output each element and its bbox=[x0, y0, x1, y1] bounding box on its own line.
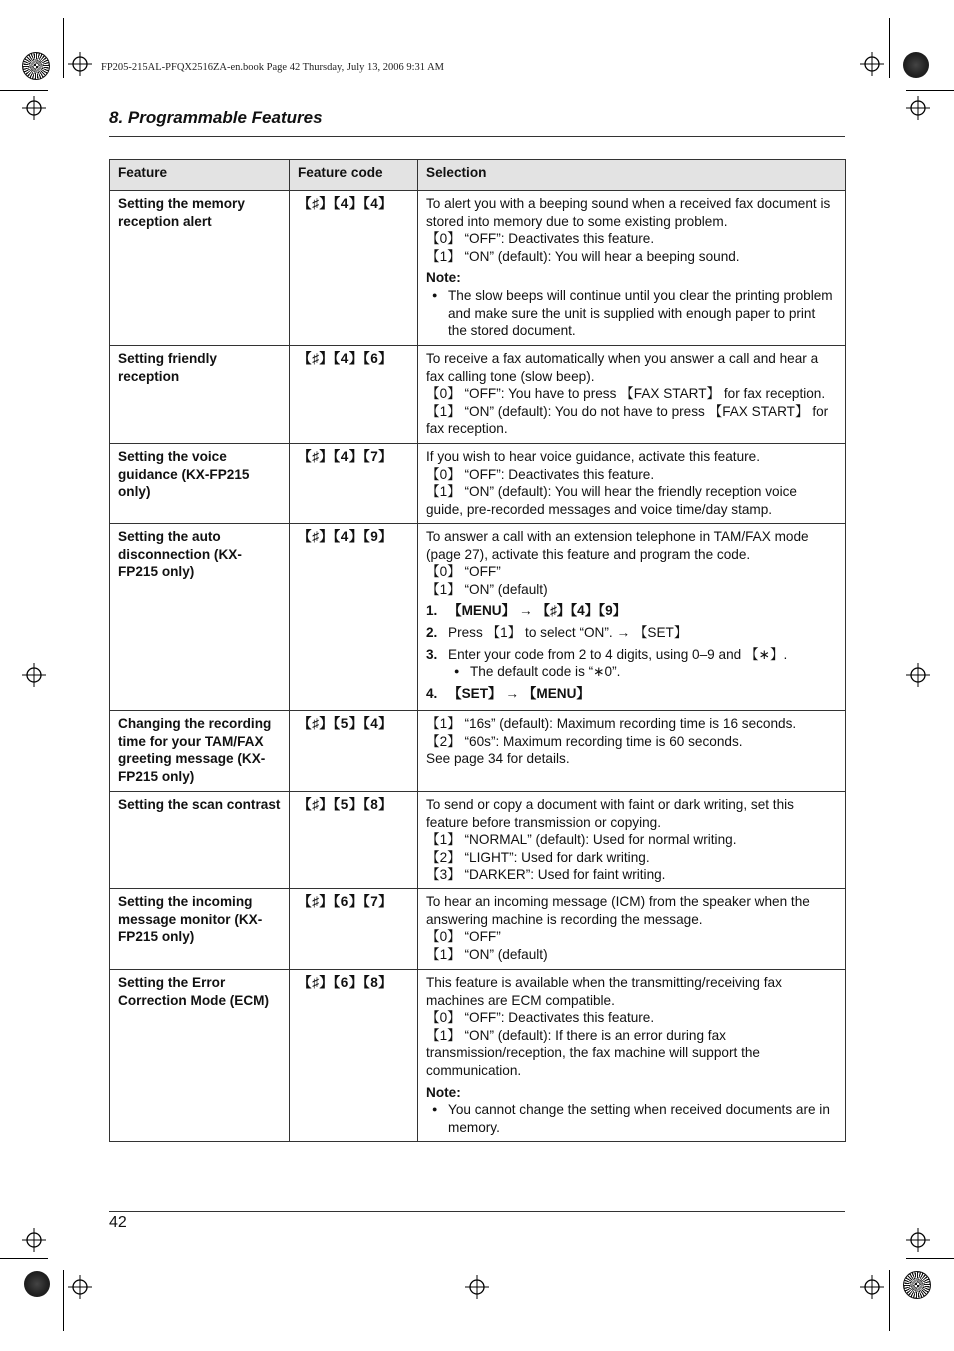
step-number: 2. bbox=[426, 624, 438, 640]
step-item bbox=[426, 624, 837, 642]
crosshair-icon bbox=[906, 96, 930, 120]
selection-cell bbox=[418, 792, 846, 889]
selection-text: To answer a call with an extension telephone in TAM/FAX mode (page 27), activate this feature and program the code. bbox=[426, 529, 809, 562]
selection-cell bbox=[418, 711, 846, 792]
crop-mark bbox=[889, 18, 890, 78]
note-label: Note: bbox=[426, 270, 461, 286]
selection-text: See page 34 for details. bbox=[426, 751, 570, 767]
step-subitem: ● The default code is “∗0”. bbox=[448, 663, 837, 681]
section-title: 8. Programmable Features bbox=[109, 108, 323, 127]
selection-text: To receive a fax automatically when you answer a call and hear a fax calling tone (slow beep). bbox=[426, 351, 819, 384]
option-line: 【2】 “LIGHT”: Used for dark writing. bbox=[426, 849, 650, 865]
crosshair-icon bbox=[906, 663, 930, 687]
option-line: 【1】 “ON” (default) bbox=[426, 946, 548, 962]
option-line: 【0】 “OFF”: Deactivates this feature. bbox=[426, 1010, 655, 1026]
crosshair-icon bbox=[68, 52, 92, 76]
step-item bbox=[426, 602, 837, 620]
feature-code: 【♯】【5】【4】 bbox=[290, 711, 418, 792]
feature-code: 【♯】【4】【4】 bbox=[290, 191, 418, 346]
header-feature-code: Feature code bbox=[290, 160, 418, 191]
option-line: 【0】 “OFF”: Deactivates this feature. bbox=[426, 466, 655, 482]
crosshair-icon bbox=[22, 1228, 46, 1252]
feature-name: Setting the memory reception alert bbox=[110, 191, 290, 346]
option-line: 【1】 “NORMAL” (default): Used for normal writing. bbox=[426, 832, 737, 848]
step-number: 4. bbox=[426, 685, 438, 701]
option-line: 【1】 “ON” (default): You will hear a beeping sound. bbox=[426, 248, 740, 264]
table-header-row bbox=[110, 160, 846, 191]
crop-mark bbox=[889, 1270, 890, 1331]
option-line: 【3】 “DARKER”: Used for faint writing. bbox=[426, 867, 666, 883]
note-item: ● The slow beeps will continue until you clear the printing problem and make sure the unit is supplied with enough paper to print the stored document. bbox=[426, 287, 837, 340]
table-row bbox=[110, 524, 846, 711]
table-row bbox=[110, 889, 846, 970]
selection-cell bbox=[418, 970, 846, 1142]
step-text: 【SET】 → 【MENU】 bbox=[448, 685, 590, 701]
header-feature: Feature bbox=[110, 160, 290, 191]
registration-disc-icon bbox=[24, 1271, 50, 1297]
step-item bbox=[426, 685, 837, 703]
feature-code: 【♯】【6】【7】 bbox=[290, 889, 418, 970]
option-line: 【1】 “ON” (default) bbox=[426, 581, 548, 597]
header-selection: Selection bbox=[418, 160, 846, 191]
crosshair-icon bbox=[22, 663, 46, 687]
crosshair-icon bbox=[68, 1275, 92, 1299]
step-text: 【MENU】 → 【♯】【4】【9】 bbox=[448, 603, 627, 619]
crop-mark bbox=[0, 90, 48, 91]
option-line: 【1】 “ON” (default): You do not have to press 【FAX START】 for fax reception. bbox=[426, 403, 829, 437]
feature-code: 【♯】【4】【9】 bbox=[290, 524, 418, 711]
feature-name: Setting the voice guidance (KX-FP215 only) bbox=[110, 444, 290, 524]
feature-code: 【♯】【6】【8】 bbox=[290, 970, 418, 1142]
note-item: ● You cannot change the setting when received documents are in memory. bbox=[426, 1101, 837, 1136]
feature-name: Setting the incoming message monitor (KX-FP215 only) bbox=[110, 889, 290, 970]
selection-text: To alert you with a beeping sound when a received fax document is stored into memory due to some existing problem. bbox=[426, 196, 831, 229]
option-line: 【0】 “OFF”: You have to press 【FAX START】 for fax reception. bbox=[426, 386, 826, 402]
feature-name: Changing the recording time for your TAM/FAX greeting message (KX-FP215 only) bbox=[110, 711, 290, 792]
selection-cell bbox=[418, 889, 846, 970]
option-line: 【1】 “16s” (default): Maximum recording time is 16 seconds. bbox=[426, 716, 797, 731]
option-line: 【0】 “OFF” bbox=[426, 929, 501, 945]
feature-name: Setting the Error Correction Mode (ECM) bbox=[110, 970, 290, 1142]
selection-cell bbox=[418, 191, 846, 346]
table-row bbox=[110, 346, 846, 444]
selection-cell bbox=[418, 346, 846, 444]
feature-code: 【♯】【4】【7】 bbox=[290, 444, 418, 524]
feature-code: 【♯】【4】【6】 bbox=[290, 346, 418, 444]
option-line: 【0】 “OFF”: Deactivates this feature. bbox=[426, 231, 655, 247]
selection-text: This feature is available when the transmitting/receiving fax machines are ECM compatible. bbox=[426, 975, 782, 1008]
selection-text: If you wish to hear voice guidance, activate this feature. bbox=[426, 449, 760, 464]
option-line: 【1】 “ON” (default): If there is an error during fax transmission/reception, the fax machine will support the communication. bbox=[426, 1027, 760, 1078]
step-item bbox=[426, 646, 837, 681]
crop-mark bbox=[0, 1258, 48, 1259]
crosshair-icon bbox=[860, 52, 884, 76]
crosshair-icon bbox=[22, 96, 46, 120]
footer-divider bbox=[109, 1211, 845, 1212]
crop-mark bbox=[63, 1270, 64, 1331]
registration-disc-icon bbox=[903, 1271, 931, 1299]
feature-name: Setting friendly reception bbox=[110, 346, 290, 444]
option-line: 【1】 “ON” (default): You will hear the friendly reception voice guide, pre-recorded messages and voice time/day stamp. bbox=[426, 484, 797, 517]
print-info: FP205-215AL-PFQX2516ZA-en.book Page 42 Thursday, July 13, 2006 9:31 AM bbox=[101, 62, 444, 73]
registration-disc-icon bbox=[22, 52, 50, 80]
selection-text: To send or copy a document with faint or dark writing, set this feature before transmission or copying. bbox=[426, 797, 794, 830]
option-line: 【2】 “60s”: Maximum recording time is 60 seconds. bbox=[426, 733, 743, 749]
table-row bbox=[110, 444, 846, 524]
table-row bbox=[110, 191, 846, 346]
crop-mark bbox=[63, 18, 64, 78]
selection-text: To hear an incoming message (ICM) from the speaker when the answering machine is recording the message. bbox=[426, 894, 810, 927]
crosshair-icon bbox=[906, 1228, 930, 1252]
feature-name: Setting the auto disconnection (KX-FP215 only) bbox=[110, 524, 290, 711]
table-row bbox=[110, 792, 846, 889]
option-line: 【0】 “OFF” bbox=[426, 564, 501, 580]
crop-mark bbox=[906, 90, 954, 91]
crosshair-icon bbox=[860, 1275, 884, 1299]
page-number: 42 bbox=[109, 1214, 127, 1231]
header-divider bbox=[109, 136, 845, 137]
selection-cell bbox=[418, 444, 846, 524]
crop-mark bbox=[906, 1258, 954, 1259]
table-row bbox=[110, 711, 846, 792]
selection-cell bbox=[418, 524, 846, 711]
crosshair-icon bbox=[465, 1275, 489, 1299]
feature-name: Setting the scan contrast bbox=[110, 792, 290, 889]
registration-disc-icon bbox=[903, 52, 929, 78]
step-text: Press 【1】 to select “ON”. → 【SET】 bbox=[448, 624, 688, 640]
feature-code: 【♯】【5】【8】 bbox=[290, 792, 418, 889]
note-label: Note: bbox=[426, 1084, 461, 1100]
step-number: 3. bbox=[426, 646, 438, 662]
feature-table bbox=[109, 159, 846, 1142]
step-number: 1. bbox=[426, 603, 438, 619]
step-text: Enter your code from 2 to 4 digits, using 0–9 and 【∗】. bbox=[448, 646, 788, 662]
table-row bbox=[110, 970, 846, 1142]
